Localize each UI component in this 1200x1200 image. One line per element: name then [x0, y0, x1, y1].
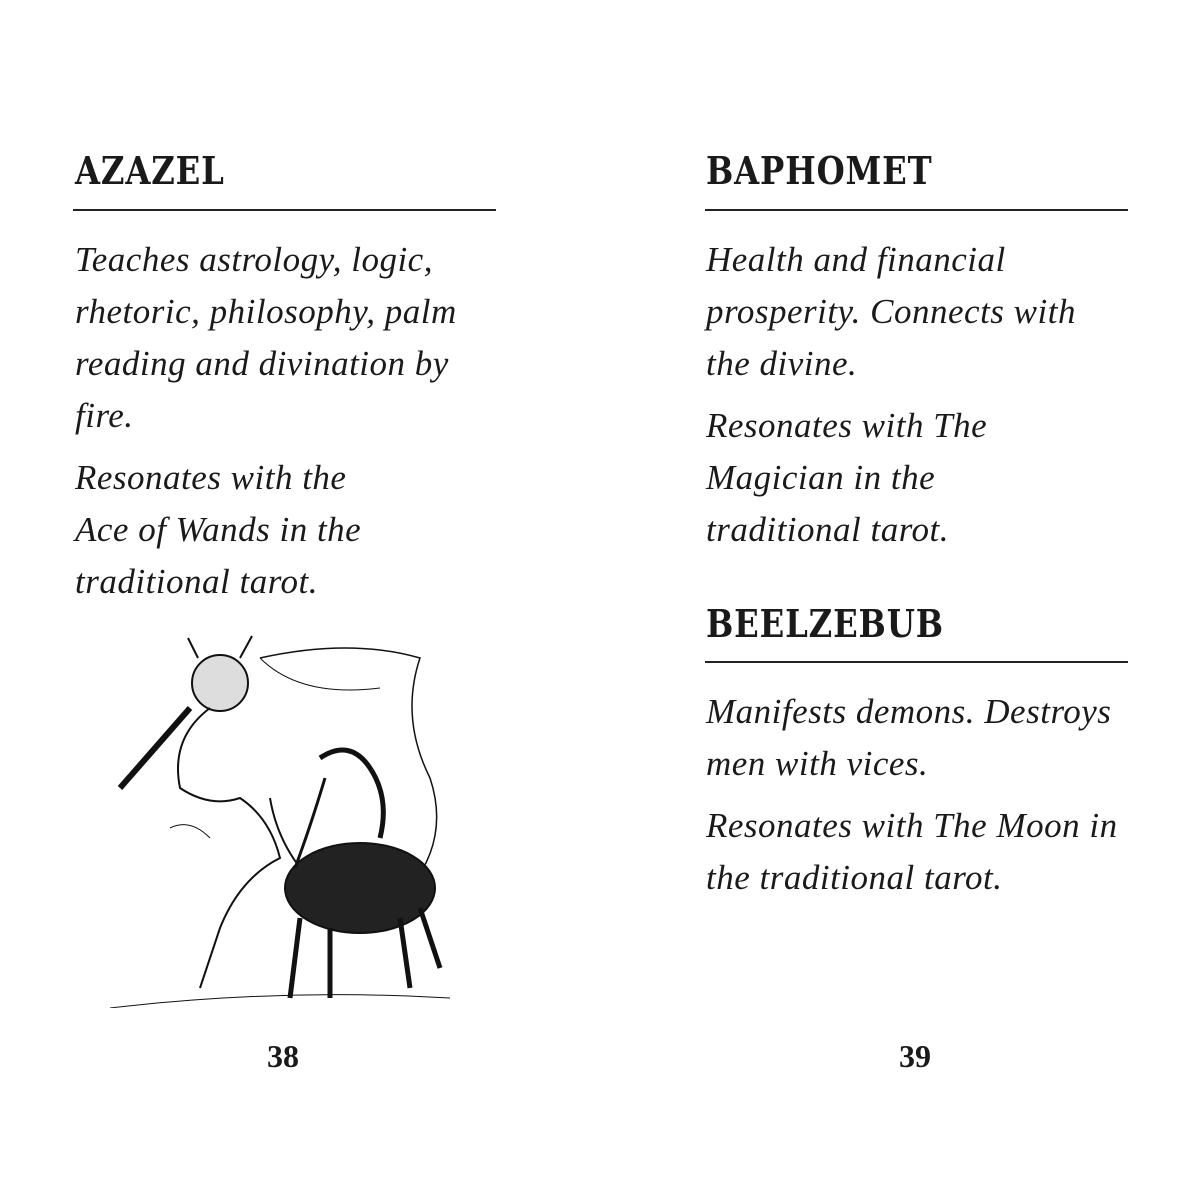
page-number: 39	[899, 1038, 931, 1074]
entry-title-beelzebub: BEELZEBUB	[706, 601, 944, 646]
title-divider	[705, 661, 1128, 663]
entry-body-baphomet	[706, 234, 1146, 566]
entry-title-baphomet: BAPHOMET	[706, 148, 933, 193]
right-page	[600, 0, 1200, 1200]
entry-body-azazel	[75, 234, 500, 618]
demon-with-goat-illustration	[110, 628, 450, 1008]
entry-title-azazel: AZAZEL	[75, 148, 225, 193]
entry-body-beelzebub	[706, 686, 1146, 914]
title-divider	[705, 209, 1128, 211]
tarot-correspondence: Resonates with The Moon in the traditional tarot.	[706, 806, 1118, 897]
description: Health and financial prosperity. Connects with the divine.	[706, 240, 1076, 383]
description: Teaches astrology, logic, rhetoric, philosophy, palm reading and divination by fire.	[75, 240, 457, 435]
page-number: 38	[267, 1038, 299, 1074]
description: Manifests demons. Destroys men with vices.	[706, 692, 1112, 783]
tarot-correspondence: Resonates with The Magician in the traditional tarot.	[706, 406, 988, 549]
title-divider	[73, 209, 496, 211]
tarot-correspondence: Resonates with the Ace of Wands in the traditional tarot.	[75, 458, 362, 601]
